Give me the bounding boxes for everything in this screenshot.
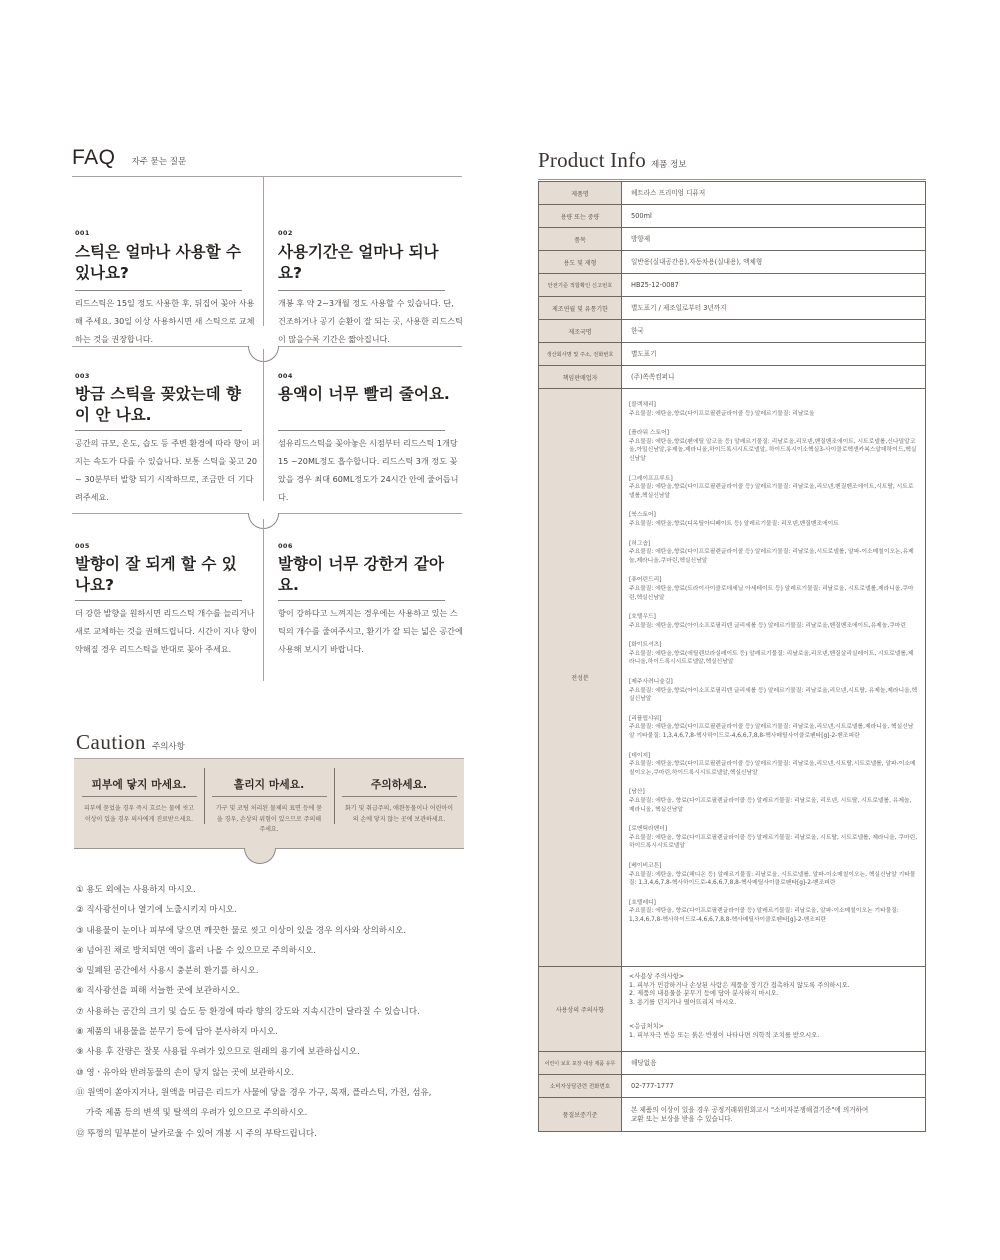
table-row [539, 320, 925, 343]
faq-title: FAQ [72, 146, 116, 169]
ingredient-text: 주요물질: 에탄올,향료(펜에틸 알코올 등) 알레르기물질: 리날로올,리모넨,벤질벤조에이트, 시트로넬롤,신나밀알코올,아밀신남알,유제놀,제라니올,하이드록시시트로넬알, 하이드록시이소헥실3-사이클로헥센카복스알데하이드,헥실신남알 [629, 438, 917, 462]
row-value: 별도표기 / 제조일로부터 3년까지 [631, 303, 727, 312]
table-row [539, 251, 925, 274]
caution-list-item: ⑩ 영ㆍ유아와 반려동물의 손이 닿지 않는 곳에 보관하시오. [76, 1067, 295, 1078]
ingredient-text: 주요물질: 에탄올,향료(아이소프로필리덴 글리세롤 등) 알레르기물질: 리날로올,벤질벤조에이트,유제놀,쿠마린 [629, 622, 907, 629]
caution-list-item: ① 용도 외에는 사용하지 마시오. [76, 885, 196, 895]
ingredient-group [629, 678, 918, 704]
ingredient-name: [베이비코튼] [629, 862, 662, 869]
table-row [539, 205, 925, 228]
divider [278, 600, 445, 601]
ingredient-name: [리플립샤워] [629, 715, 662, 722]
faq-question: 발향이 잘 되게 할 수 있나요? [75, 555, 237, 594]
ingredient-group [629, 899, 918, 925]
precaution-line: 1. 피부가 민감하거나 손상된 사람은 제품을 장기간 접촉하지 않도록 주의하시오. [629, 981, 850, 989]
table-row [539, 228, 925, 251]
precautions-text [622, 967, 925, 1051]
row-value: 한국 [631, 326, 644, 335]
row-value: 일반용(실내공간용),자동차용(실내용), 액체형 [631, 257, 763, 266]
ingredient-text: 주요물질: 에탄올, 향료(헤디온 등) 알레르기물질: 리날로올, 시트로넬롤, 알파-이소메칠이오논, 헥실신남알 기타물질: 1,3,4,6,7,8-헥사하이드로-4,6,6,7,8,8-헥사메틸사이클로펜타[g]-2-벤조피란 [629, 871, 916, 887]
ingredient-group [629, 788, 918, 814]
row-value: 별도표기 [631, 349, 657, 358]
faq-answer: 리드스틱은 15일 정도 사용한 후, 뒤집어 꽂아 사용해 주세요. 30일 이상 사용하시면 새 스틱으로 교체하는 것을 권장합니다. [75, 298, 255, 344]
caution-card-text: 피부에 묻었을 경우 즉시 흐르는 물에 씻고 이상이 있을 경우 의사에게 진료받으세요. [84, 805, 194, 823]
caution-title: Caution [76, 730, 146, 754]
faq-question: 방금 스틱을 꽂았는데 향이 안 나요. [75, 385, 241, 424]
divider [538, 179, 926, 180]
precaution-line: 3. 용기를 던지거나 떨어뜨리지 마시오. [629, 998, 737, 1006]
ingredient-name: [화이트셔츠] [629, 642, 662, 649]
row-label: 사용상의 주의사항 [539, 967, 622, 1051]
row-label: 안전기준 적합확인 신고번호 [539, 274, 622, 296]
row-label: 용량 또는 중량 [539, 205, 622, 227]
caution-box [74, 758, 464, 849]
product-info-table [538, 181, 926, 1132]
caution-card-title: 주의하세요. [370, 778, 428, 791]
faq-number: 004 [278, 372, 293, 380]
faq-answer: 공간의 규모, 온도, 습도 등 주변 환경에 따라 향이 퍼지는 속도가 다를 수 있습니다. 보통 스틱을 꽂고 20 ~ 30분부터 발향 되기 시작하므로, 조금만 더 기다려주세요. [75, 438, 260, 502]
divider [75, 290, 242, 291]
row-label: 소비자상담관련 전화번호 [539, 1075, 622, 1097]
row-value: 본 제품의 이상이 있을 경우 공정거래위원회고시 "소비자분쟁해결기준"에 의거하여 교환 또는 보상을 받을 수 있습니다. [631, 1105, 869, 1123]
table-row [539, 1052, 925, 1075]
table-row [539, 366, 925, 389]
faq-number: 006 [278, 542, 293, 550]
divider [75, 600, 242, 601]
ingredient-group [629, 613, 918, 630]
ingredient-text: 주요물질: 에탄올,향료(다이프로필렌글라이콜 등) 알레르기물질: 리날로올,리모넨,벤질벤조에이트,시트랄, 시트로넬롤,헥실신남알 [629, 484, 914, 499]
caution-list-item: ⑪ 원액이 쏟아지거나, 원액을 머금은 리드가 사물에 닿을 경우 가구, 목재, 플라스틱, 가전, 섬유, [76, 1087, 432, 1098]
divider [263, 519, 264, 681]
divider [75, 430, 242, 431]
caution-list-item: ⑨ 사용 후 잔량은 잘못 사용될 우려가 있으므로 원래의 용기에 보관하십시오. [76, 1047, 360, 1058]
faq-header [72, 146, 462, 172]
ingredient-name: [북스토어] [629, 512, 656, 519]
faq-question: 사용기간은 얼마나 되나요? [278, 243, 439, 282]
caution-list-item: ③ 내용물이 눈이나 피부에 닿으면 깨끗한 물로 씻고 이상이 있을 경우 의사와 상의하시오. [76, 925, 407, 936]
caution-subtitle: 주의사항 [152, 742, 185, 752]
row-label: 책임판매업자 [539, 366, 622, 388]
faq-answer: 향이 강하다고 느껴지는 경우에는 사용하고 있는 스틱의 개수를 줄여주시고, 환기가 잘 되는 넓은 공간에 사용해 보시기 바랍니다. [278, 608, 463, 654]
row-label: 품목 [539, 228, 622, 250]
divider [72, 513, 248, 514]
caution-card [334, 759, 464, 848]
caution-list-item: ② 직사광선이나 열기에 노출시키지 마시오. [76, 905, 237, 916]
ingredient-name: [데이지] [629, 752, 651, 759]
ingredient-name: [남산] [629, 789, 645, 796]
ingredient-group [629, 862, 918, 888]
ingredient-text: 주요물질: 에탄올,향료(다이프로필렌글라이콜 등) 알레르기물질: 리날로올,시트로넬롤, 알파-이소메칠이오논,유제놀,제라니올,쿠마린,헥실신남알 [629, 549, 914, 564]
ingredient-name: [로맨틱라벤더] [629, 826, 668, 833]
row-label: 생산회사명 및 주소, 전화번호 [539, 343, 622, 365]
divider [278, 430, 445, 431]
ingredient-text: 주요물질: 에탄올, 향료(다이프로필렌글라이콜 등) 알레르기물질: 리날로올, 알파-이소메칠이오논 기타물질: 1,3,4,6,7,8-헥사하이드로-4,6,6,7,8,8-헥사메틸사이클로펜타[g]-2-벤조피란 [629, 908, 899, 923]
table-row-ingredients [539, 389, 925, 967]
row-value: 02-777-1777 [631, 1081, 674, 1090]
faq-number: 001 [75, 229, 90, 237]
row-value: 헤트라스 프리미엄 디퓨저 [631, 188, 706, 197]
product-info-subtitle: 제품 정보 [650, 160, 687, 170]
faq-answer: 더 강한 발향을 원하시면 리드스틱 개수를 늘리거나 새로 교체하는 것을 권해드립니다. 시간이 지나 향이 약해질 경우 리드스틱을 반대로 꽂아 주세요. [75, 608, 258, 654]
row-value: 방향제 [631, 234, 651, 243]
caution-card [74, 759, 204, 848]
ingredient-group [629, 401, 918, 418]
faq-answer: 개봉 후 약 2~3개월 정도 사용할 수 있습니다. 단, 건조하거나 공기 순환이 잘 되는 곳, 사용한 리드스틱이 많을수록 기간은 짧아집니다. [278, 298, 463, 344]
product-info-header [538, 148, 926, 174]
ingredient-name: [플라워 스토어] [629, 430, 669, 437]
caution-card-title: 흘리지 마세요. [233, 778, 305, 791]
table-row [539, 274, 925, 297]
faq-question: 발향이 너무 강한거 같아요. [278, 555, 444, 594]
table-row [539, 182, 925, 205]
ingredient-name: [블랙체리] [629, 402, 656, 408]
table-row [539, 1098, 925, 1131]
ingredient-text: 주요물질: 에탄올,향료(에틸렌브라실레이트 등) 알레르기물질: 리날로올,리모넨,벤질살리실레이트, 시트로넬롤,제라니올,하이드록시시트로넬알,헥실신남알 [629, 650, 914, 666]
divider [279, 513, 462, 514]
caution-list [76, 880, 476, 1144]
ingredient-text: 주요물질: 에탄올,향료(다이프로필렌글라이콜 등) 알레르기물질: 리날로올,리모넨,시트로넬롤,제라니올, 헥실신남알 기타물질: 1,3,4,6,7,8-헥사하이드로-4,6,6,7,8,8-헥사메틸사이클로펜타[g]-2-벤조피란 [629, 724, 914, 740]
ingredient-text: 주요물질: 에탄올,향료(아이소프로필리덴 글리세롤 등) 알레르기물질: 리날로올,리모넨,시트랄, 유제놀,제라니올,헥실신남알 [629, 687, 918, 703]
ingredient-group [629, 540, 918, 566]
faq-question: 용액이 너무 빨리 줄어요. [278, 385, 450, 403]
ingredient-group [629, 641, 918, 667]
caution-list-item: ⑥ 직사광선을 피해 서늘한 곳에 보관하시오. [76, 986, 240, 997]
caution-card-text: 화기 및 취급주의, 애완동물이나 어린아이의 손에 닿지 않는 곳에 보관하세요. [344, 805, 454, 823]
caution-list-item: ⑫ 뚜껑의 밑부분이 날카로울 수 있어 개봉 시 주의 부탁드립니다. [76, 1128, 317, 1139]
caution-list-item: ④ 넘어진 채로 방치되면 액이 흘러 나올 수 있으므로 주의하시오. [76, 945, 316, 956]
faq-section [72, 146, 463, 654]
ingredient-group [629, 825, 918, 851]
ingredient-text: 주요물질: 에탄올, 향료(다이프로필렌글라이콜 등) 알레르기물질: 리날로올, 리모넨, 시트랄, 시트로넬롤, 유제놀, 제라니올, 헥실신남알 [629, 798, 912, 813]
ingredient-name: [퓨어린드리] [629, 577, 662, 584]
caution-card-text: 가구 및 코팅 처리된 물체의 표면 등에 묻을 경우, 손상의 위험이 있으므로 주의해 주세요. [215, 805, 323, 833]
table-row [539, 343, 925, 366]
caution-list-item: ⑤ 밀폐된 공간에서 사용시 충분히 환기를 하시오. [76, 966, 259, 977]
table-row-precautions [539, 967, 925, 1052]
ingredient-group [629, 475, 918, 501]
row-label: 용도 및 제형 [539, 251, 622, 273]
faq-answer: 섬유리드스틱을 꽂아놓은 시점부터 리드스틱 1개당 15 ~20ML정도 흡수합니다. 리드스틱 3개 정도 꽂았을 경우 최대 60ML정도가 24시간 안에 줄어듭니다. [278, 438, 459, 502]
spacer [629, 1007, 918, 1023]
faq-number: 003 [75, 372, 90, 380]
ingredient-name: [허그솝] [629, 540, 651, 547]
caution-header [76, 730, 464, 756]
row-label: 제품명 [539, 182, 622, 204]
row-label: 어린이 보호 포장 대상 제품 유무 [539, 1052, 622, 1074]
faq-question: 스틱은 얼마나 사용할 수 있나요? [75, 243, 241, 282]
row-label: 전성분 [539, 389, 622, 966]
divider [342, 796, 457, 797]
ingredient-text: 주요물질: 에탄올, 향료(다이프로필렌글라이콜 등) 알레르기물질: 리날로올, 시트랄, 시트로넬롤, 제라니올, 쿠마린, 하이드록시시트로넬알 [629, 834, 918, 850]
faq-number: 002 [278, 229, 293, 237]
caution-list-item: ⑦ 사용하는 공간의 크기 및 습도 등 환경에 따라 향의 강도와 지속시간이 달라질 수 있습니다. [76, 1006, 420, 1017]
ingredient-group [629, 429, 918, 463]
precaution-line: 2. 제품의 내용물을 분무기 등에 담아 분사하지 마시오. [629, 990, 779, 998]
ingredient-text: 주요물질: 에탄올,향료(다이프로필렌글라이콜 등) 알레르기물질: 리날로올 [629, 410, 815, 417]
emergency-line: 1. 피부자극 반응 또는 붉은 반점이 나타나면 의학적 조치를 받으시오. [629, 1031, 820, 1039]
row-value: (주)쏙쏙컴퍼니 [631, 372, 675, 381]
precaution-line: <사용상 주의사항> [629, 973, 685, 980]
faq-grid [72, 176, 462, 686]
divider [263, 176, 264, 326]
ingredient-group [629, 715, 918, 741]
ingredient-group [629, 752, 918, 778]
divider [212, 796, 327, 797]
emergency-line: <응급처치> [629, 1023, 664, 1031]
row-label: 제조연월 및 유통기한 [539, 297, 622, 319]
row-label: 제조국명 [539, 320, 622, 342]
faq-subtitle: 자주 묻는 질문 [131, 157, 187, 167]
product-info-section [538, 148, 926, 1123]
divider [82, 796, 197, 797]
ingredient-name: [제주사려니숲길] [629, 679, 673, 686]
caution-list-item: 가죽 제품 등의 변색 및 탈색의 우려가 있으므로 주의하시오. [86, 1108, 308, 1119]
faq-row [72, 346, 462, 516]
ingredient-name: [그레이프프루트] [629, 475, 673, 482]
faq-row [72, 516, 462, 686]
ingredient-group [629, 511, 918, 528]
caution-list-item: ⑧ 제품의 내용물을 분무기 등에 담아 분사하지 마시오. [76, 1027, 278, 1038]
ingredient-text: 주요물질: 에탄올,향료(다이프로필렌글라이콜 등) 알레르기물질: 리날로올,리모넨,시트랄,시트로넬롤, 알파-이소메칠이오논,쿠마린,하이드록시시트로넬알,헥실신남알 [629, 761, 916, 776]
ingredient-text: 주요물질: 에탄올,향료(디옥틸아디페이트 등) 알레르기물질: 리모넨,벤질벤조에이트 [629, 520, 839, 527]
caution-card [204, 759, 334, 848]
ingredient-name: [호텔레디] [629, 899, 656, 906]
divider [263, 349, 264, 501]
row-value: 500ml [631, 211, 652, 220]
row-value: HB25-12-0087 [631, 280, 679, 289]
table-row [539, 1075, 925, 1098]
row-value: 해당없음 [631, 1058, 657, 1067]
divider [278, 290, 445, 291]
row-label: 품질보증기준 [539, 1098, 622, 1131]
ingredient-group [629, 576, 918, 602]
faq-number: 005 [75, 542, 90, 550]
table-row [539, 297, 925, 320]
caution-card-title: 피부에 닿지 마세요. [91, 778, 187, 791]
faq-row [72, 176, 462, 346]
product-info-title: Product Info [538, 148, 646, 172]
notch-decoration [244, 848, 276, 864]
ingredients-list [622, 389, 925, 966]
ingredient-name: [호텔우드] [629, 614, 656, 621]
caution-section [76, 730, 464, 1139]
ingredient-text: 주요물질: 에탄올,향료(트라이사이클로데세닐 아세테이트 등) 알레르기물질: 리날로올, 시트로넬롤,제라니올,쿠마린,헥실신남알 [629, 585, 914, 601]
